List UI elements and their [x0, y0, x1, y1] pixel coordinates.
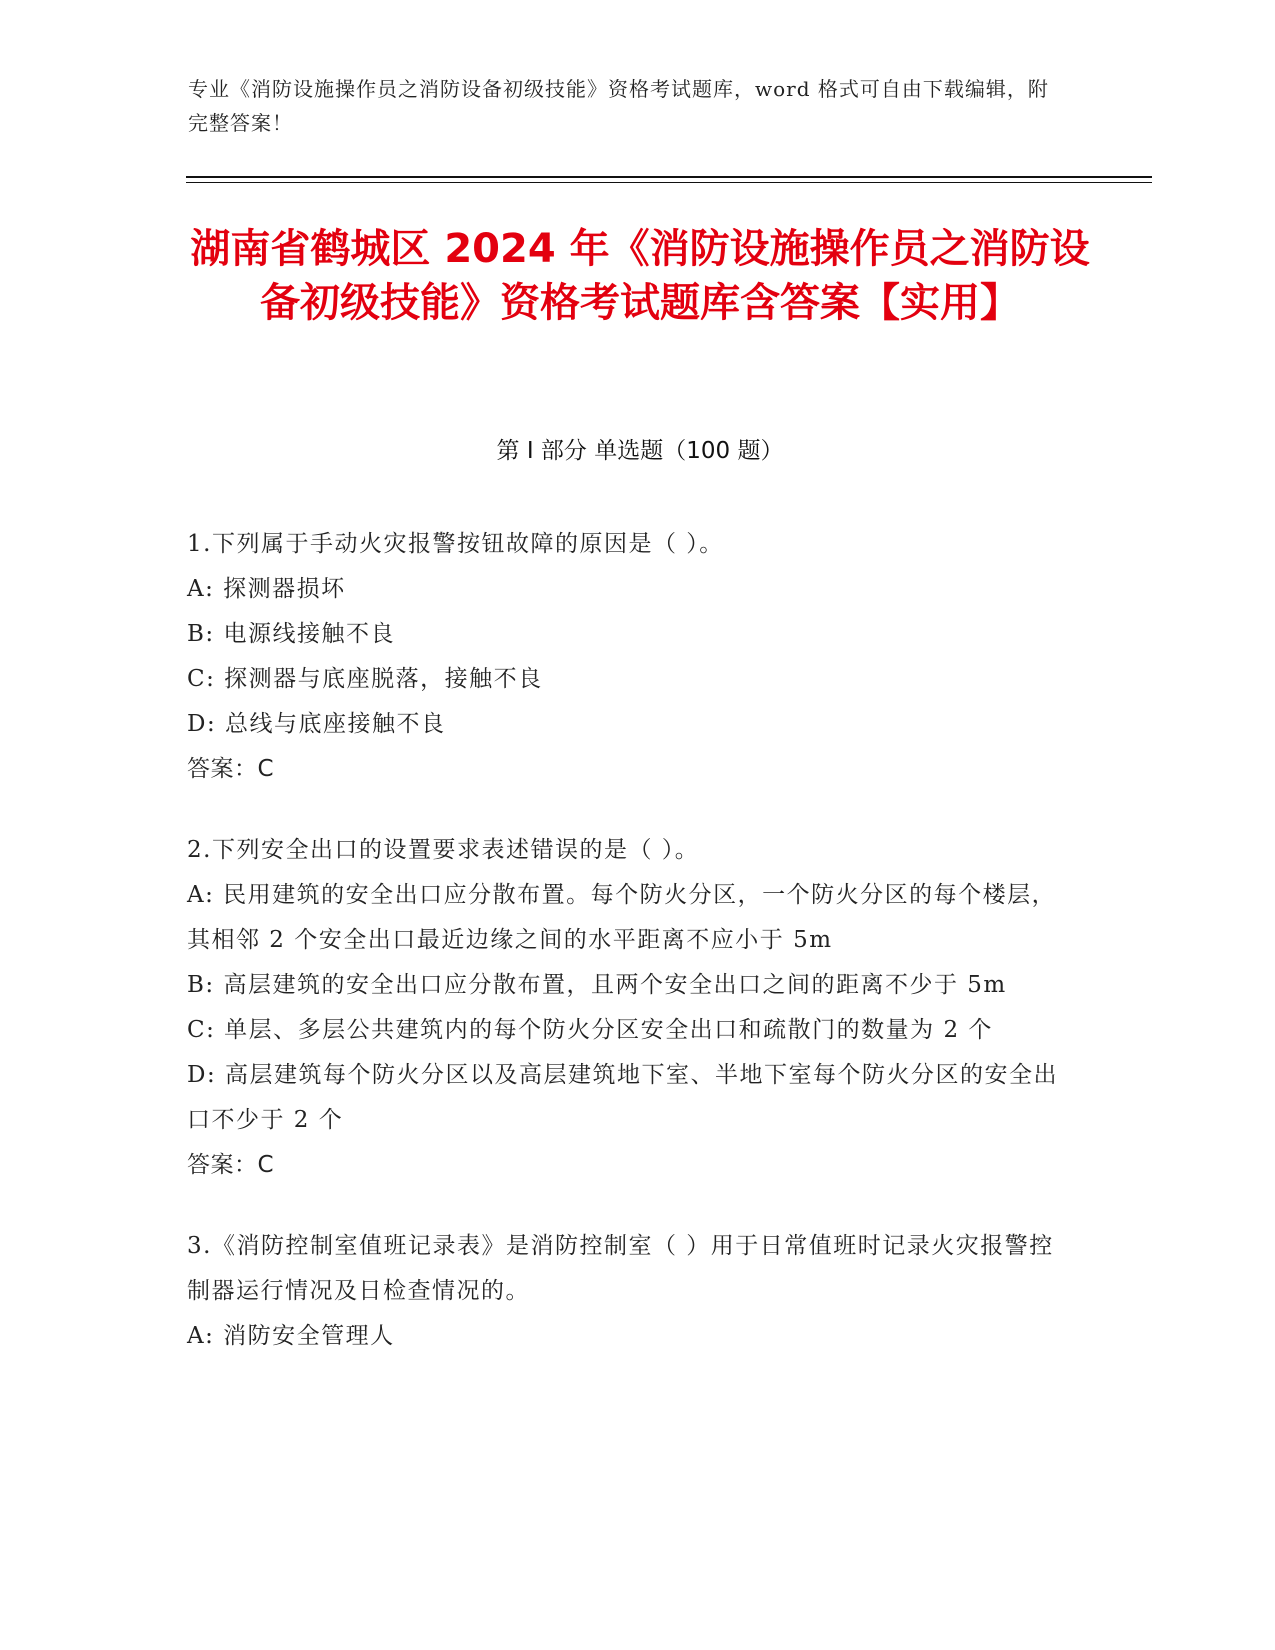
- option-b: B: 高层建筑的安全出口应分散布置，且两个安全出口之间的距离不少于 5m: [187, 972, 1007, 998]
- document-title: 湖南省鹤城区 2024 年《消防设施操作员之消防设备初级技能》资格考试题库含答案【实用】: [190, 226, 1090, 326]
- option-a: A: 民用建筑的安全出口应分散布置。每个防火分区，一个防火分区的每个楼层，其相邻 2 个安全出口最近边缘之间的水平距离不应小于 5m: [187, 882, 1057, 953]
- section-heading: 第 I 部分 单选题（100 题）: [496, 438, 784, 464]
- question-stem: 2.下列安全出口的设置要求表述错误的是（ ）。: [187, 837, 700, 863]
- question-item: [187, 828, 1067, 1188]
- question-list: [187, 522, 1067, 1395]
- option-d: D: 总线与底座接触不良: [187, 711, 446, 737]
- option-d: D: 高层建筑每个防火分区以及高层建筑地下室、半地下室每个防火分区的安全出口不少于 2 个: [187, 1062, 1059, 1133]
- option-a: A: 消防安全管理人: [187, 1323, 395, 1349]
- question-item: [187, 522, 1067, 792]
- answer-line: 答案：C: [187, 1152, 275, 1178]
- question-stem: 3.《消防控制室值班记录表》是消防控制室（ ）用于日常值班时记录火灾报警控制器运行情况及日检查情况的。: [187, 1233, 1054, 1304]
- question-item: [187, 1224, 1067, 1359]
- header-divider-thick: [186, 176, 1152, 178]
- header-note: 专业《消防设施操作员之消防设备初级技能》资格考试题库，word 格式可自由下载编辑，附完整答案！: [188, 77, 1049, 135]
- option-c: C: 探测器与底座脱落，接触不良: [187, 666, 543, 692]
- option-c: C: 单层、多层公共建筑内的每个防火分区安全出口和疏散门的数量为 2 个: [187, 1017, 993, 1043]
- question-stem: 1.下列属于手动火灾报警按钮故障的原因是（ ）。: [187, 531, 724, 557]
- answer-line: 答案：C: [187, 756, 275, 782]
- header-divider-thin: [186, 182, 1152, 183]
- option-a: A: 探测器损坏: [187, 576, 346, 602]
- option-b: B: 电源线接触不良: [187, 621, 395, 647]
